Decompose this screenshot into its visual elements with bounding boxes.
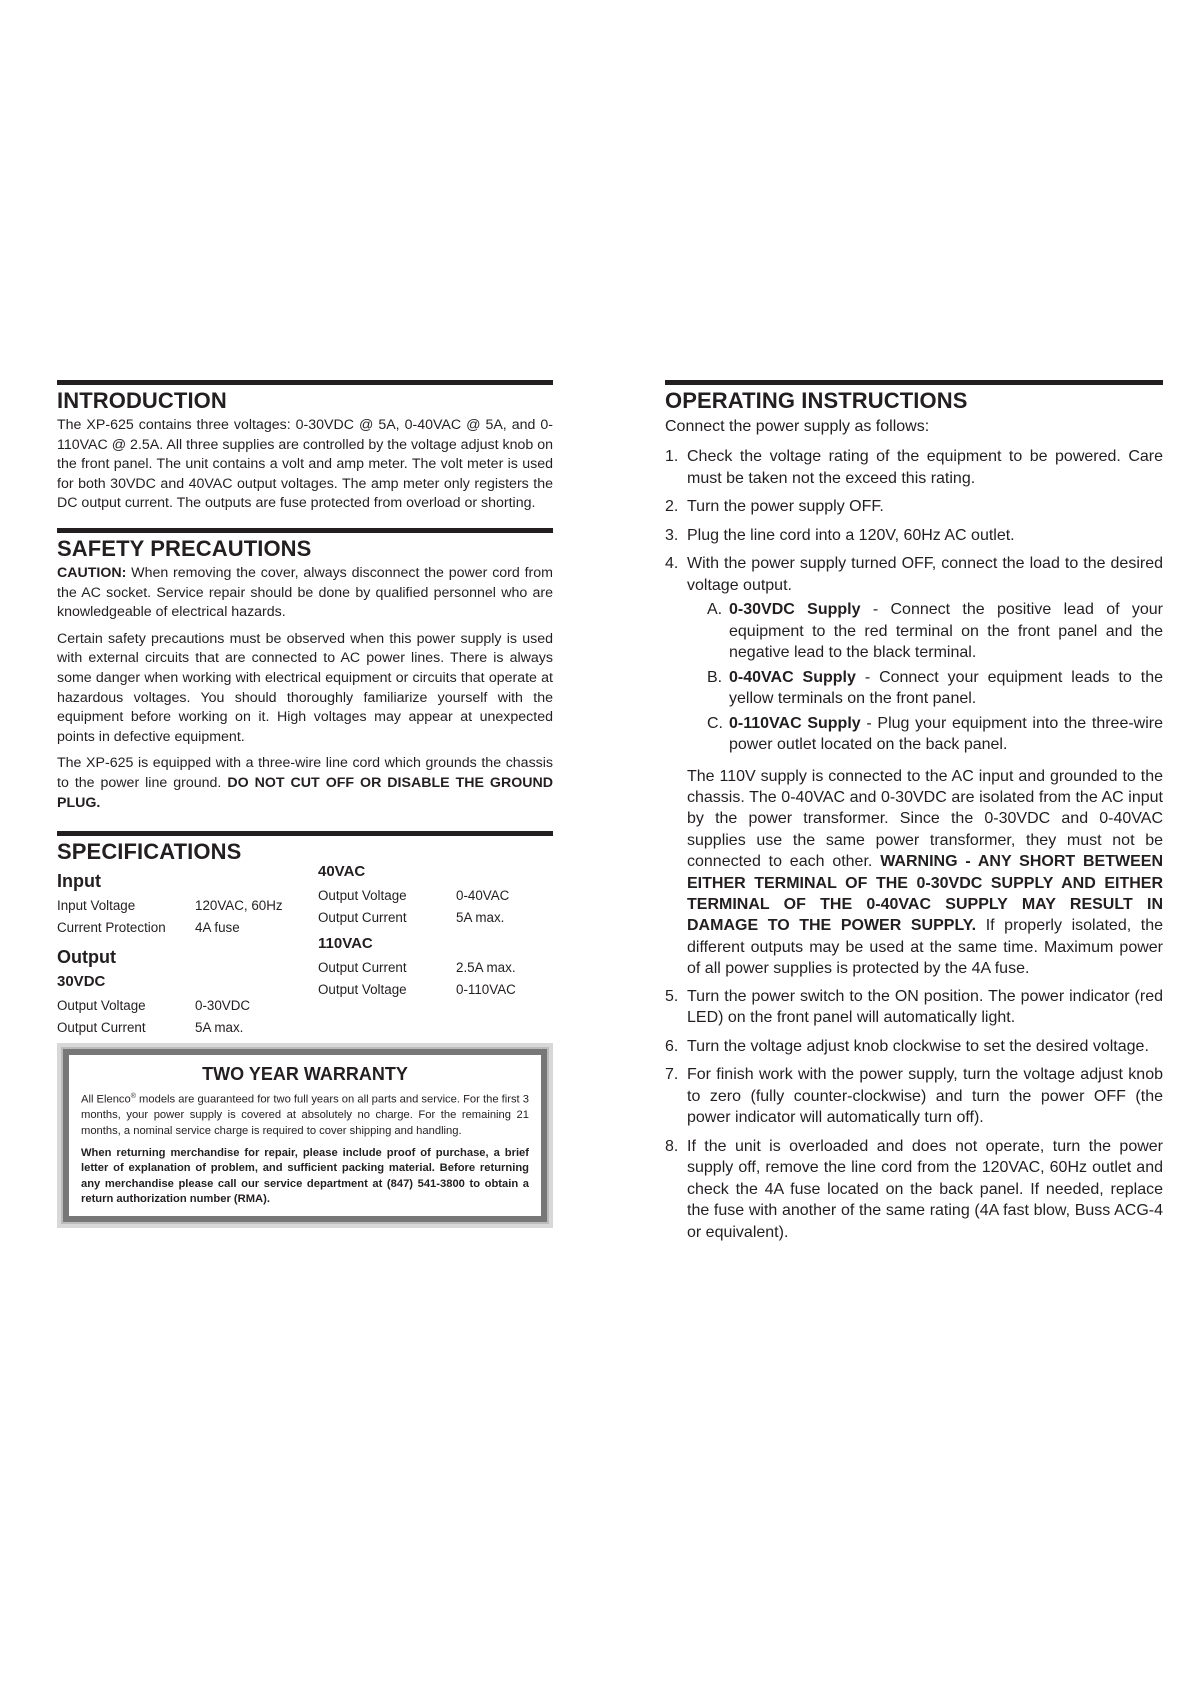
- section-rule: [57, 380, 553, 385]
- registered-mark: ®: [130, 1093, 136, 1101]
- spec-value: 0-30VDC: [195, 998, 251, 1014]
- spec-label: Output Current: [318, 910, 407, 926]
- caution-text: When removing the cover, always disconnect the power cord from the AC socket. Service repair should be done by qualified personnel who are knowledgeable of electrical hazards.: [57, 564, 553, 621]
- step-number: 6.: [665, 1037, 679, 1055]
- substep-desc: - Connect the positive lead of your equipment to the red terminal on the front panel and the negative lead to the black terminal.: [729, 601, 1163, 661]
- left-column: [57, 380, 553, 1222]
- spec-label: Current Protection: [57, 920, 166, 936]
- warranty-title: TWO YEAR WARRANTY: [202, 1064, 408, 1085]
- step-number: 1.: [665, 448, 679, 465]
- substep-text: [729, 713, 1163, 756]
- dc30-heading: 30VDC: [57, 973, 106, 991]
- step-number: 3.: [665, 526, 679, 544]
- spec-label: Output Voltage: [318, 982, 407, 998]
- spec-row: [318, 979, 553, 1001]
- right-column: [665, 380, 1163, 1250]
- spec-row: [318, 907, 553, 929]
- introduction-text: The XP-625 contains three voltages: 0-30VDC @ 5A, 0-40VAC @ 5A, and 0-110VAC @ 2.5A. All three supplies are controlled by the voltage adjust knob on the front panel. The unit contains a volt and amp meter. The volt meter is used for both 30VDC and 40VAC output voltages. The amp meter only registers the DC output current. The outputs are fuse protected from overload or shorting.: [57, 417, 553, 512]
- step-text: For finish work with the power supply, turn the voltage adjust knob to zero (fully counter-clockwise) and turn the power OFF (the power indicator will automatically turn off).: [687, 1066, 1163, 1127]
- spec-value: 5A max.: [195, 1020, 244, 1036]
- section-rule: [57, 528, 553, 533]
- note-text-end: If properly isolated, the different outputs may be used at the same time. Maximum power of all power supplies is protected by the 4A fuse.: [687, 917, 1164, 978]
- spec-col-left: [57, 869, 317, 1039]
- step-text: Plug the line cord into a 120V, 60Hz AC outlet.: [687, 526, 1015, 544]
- spec-label: Input Voltage: [57, 898, 136, 914]
- spec-value: 2.5A max.: [456, 960, 516, 976]
- caution-paragraph: [57, 564, 553, 623]
- step-number: 7.: [665, 1066, 679, 1084]
- substep-letter: A.: [707, 601, 723, 618]
- step-number: 5.: [665, 987, 679, 1005]
- step-item: [665, 525, 1163, 547]
- step-text: Check the voltage rating of the equipment to be powered. Care must be taken not the exceed this rating.: [687, 448, 1163, 487]
- step-text: Turn the voltage adjust knob clockwise to set the desired voltage.: [687, 1037, 1149, 1055]
- warranty-return-text: When returning merchandise for repair, please include proof of purchase, a brief letter of explanation of problem, and sufficient packing material. Before returning any merchandise please call our service department at (847) 541-3800 to obtain a return authorization number (RMA).: [81, 1146, 529, 1206]
- spec-row: [318, 957, 553, 979]
- step-number: 8.: [665, 1137, 679, 1155]
- substep-label: 0-30VDC Supply: [729, 601, 861, 618]
- introduction-heading: INTRODUCTION: [57, 388, 227, 413]
- warranty-text-start: All Elenco: [81, 1093, 131, 1106]
- safety-paragraph-2: Certain safety precautions must be observed when this power supply is used with external circuits that are connected to AC power lines. There is always some danger when working with electrical equipment or circuits that operate at hazardous voltages. You should thoroughly familiarize yourself with the equipment before working on it. High voltages may appear at unexpected points in defective equipment.: [57, 630, 553, 745]
- step-item: [665, 986, 1163, 1029]
- section-rule: [57, 831, 553, 836]
- substep-item: [707, 713, 1163, 756]
- spec-row: [57, 895, 317, 917]
- substep-letter: C.: [707, 714, 723, 732]
- step-item: [665, 1064, 1163, 1129]
- substep-text: [729, 599, 1163, 664]
- spec-row: [57, 1017, 317, 1039]
- spec-label: Output Voltage: [318, 888, 407, 904]
- ground-text: The XP-625 is equipped with a three-wire line cord which grounds the chassis to the power line ground.: [57, 755, 553, 791]
- input-heading: Input: [57, 871, 101, 892]
- substep-letter: B.: [707, 668, 723, 686]
- safety-heading: SAFETY PRECAUTIONS: [57, 535, 312, 561]
- step-item: [665, 1136, 1163, 1244]
- spec-value: 0-40VAC: [456, 888, 510, 904]
- step-item: [665, 446, 1163, 489]
- warranty-text: [81, 1089, 529, 1140]
- substep-item: [707, 599, 1163, 664]
- spec-value: 0-110VAC: [456, 982, 516, 998]
- step-text: Turn the power supply OFF.: [687, 498, 884, 515]
- operating-heading: OPERATING INSTRUCTIONS: [665, 388, 968, 413]
- specifications-table: [57, 863, 553, 1041]
- substep-desc: - Plug your equipment into the three-wire power outlet located on the back panel.: [729, 714, 1164, 753]
- safety-paragraph-3: [57, 754, 553, 813]
- spec-col-right: [318, 861, 553, 1001]
- substep-item: [707, 667, 1163, 710]
- step-body: [687, 553, 1163, 759]
- substep-label: 0-110VAC Supply: [729, 714, 861, 732]
- ac110-heading: 110VAC: [318, 935, 373, 953]
- isolation-note: [687, 766, 1163, 980]
- step-text: If the unit is overloaded and does not operate, turn the power supply off, remove the line cord from the 120VAC, 60Hz outlet and check the 4A fuse located on the back panel. If needed, replace the fuse with another of the same rating (4A fast blow, Buss ACG-4 or equivalent).: [687, 1137, 1163, 1241]
- spec-value: 5A max.: [456, 910, 505, 926]
- substep-desc: - Connect your equipment leads to the yellow terminals on the front panel.: [729, 668, 1163, 707]
- warranty-box: [63, 1049, 547, 1222]
- specifications-heading: SPECIFICATIONS: [57, 839, 242, 865]
- step-text: With the power supply turned OFF, connect the load to the desired voltage output.: [687, 555, 1163, 594]
- output-heading: Output: [57, 947, 116, 968]
- note-text: The 110V supply is connected to the AC input and grounded to the chassis. The 0-40VAC and 0-30VDC are isolated from the AC input by the power transformer. Since the 0-30VDC and 0-40VAC supplies use the same power transformer, they must not be connected to each other.: [687, 767, 1163, 871]
- spec-row: [57, 917, 317, 939]
- caution-label: CAUTION:: [57, 564, 127, 581]
- note-warning: WARNING - ANY SHORT BETWEEN EITHER TERMINAL OF THE 0-30VDC SUPPLY AND EITHER TERMINAL OF THE 0-40VAC SUPPLY MAY RESULT IN DAMAGE TO THE POWER SUPPLY.: [687, 853, 1163, 935]
- step-item: [665, 496, 1163, 518]
- operating-intro: Connect the power supply as follows:: [665, 418, 930, 435]
- section-rule: [665, 380, 1163, 385]
- step-item: [665, 1036, 1163, 1058]
- step-number: 4.: [665, 555, 679, 572]
- spec-label: Output Current: [57, 1020, 146, 1036]
- step-text: Turn the power switch to the ON position. The power indicator (red LED) on the front panel will automatically light.: [687, 987, 1163, 1027]
- spec-value: 4A fuse: [195, 920, 240, 936]
- ground-warning: DO NOT CUT OFF OR DISABLE THE GROUND PLUG.: [57, 774, 553, 811]
- step-item: [665, 553, 1163, 759]
- substep-label: 0-40VAC Supply: [729, 668, 856, 686]
- spec-row: [57, 995, 317, 1017]
- substep-text: [729, 667, 1163, 710]
- spec-label: Output Voltage: [57, 998, 146, 1014]
- spec-label: Output Current: [318, 960, 407, 976]
- warranty-text-rest: models are guaranteed for two full years on all parts and service. For the first 3 months, your power supply is covered at absolutely no charge. For the remaining 21 months, a nominal service charge is required to cover shipping and handling.: [81, 1093, 530, 1138]
- spec-row: [318, 885, 553, 907]
- spec-value: 120VAC, 60Hz: [195, 898, 283, 914]
- step-number: 2.: [665, 498, 679, 515]
- ac40-heading: 40VAC: [318, 863, 366, 881]
